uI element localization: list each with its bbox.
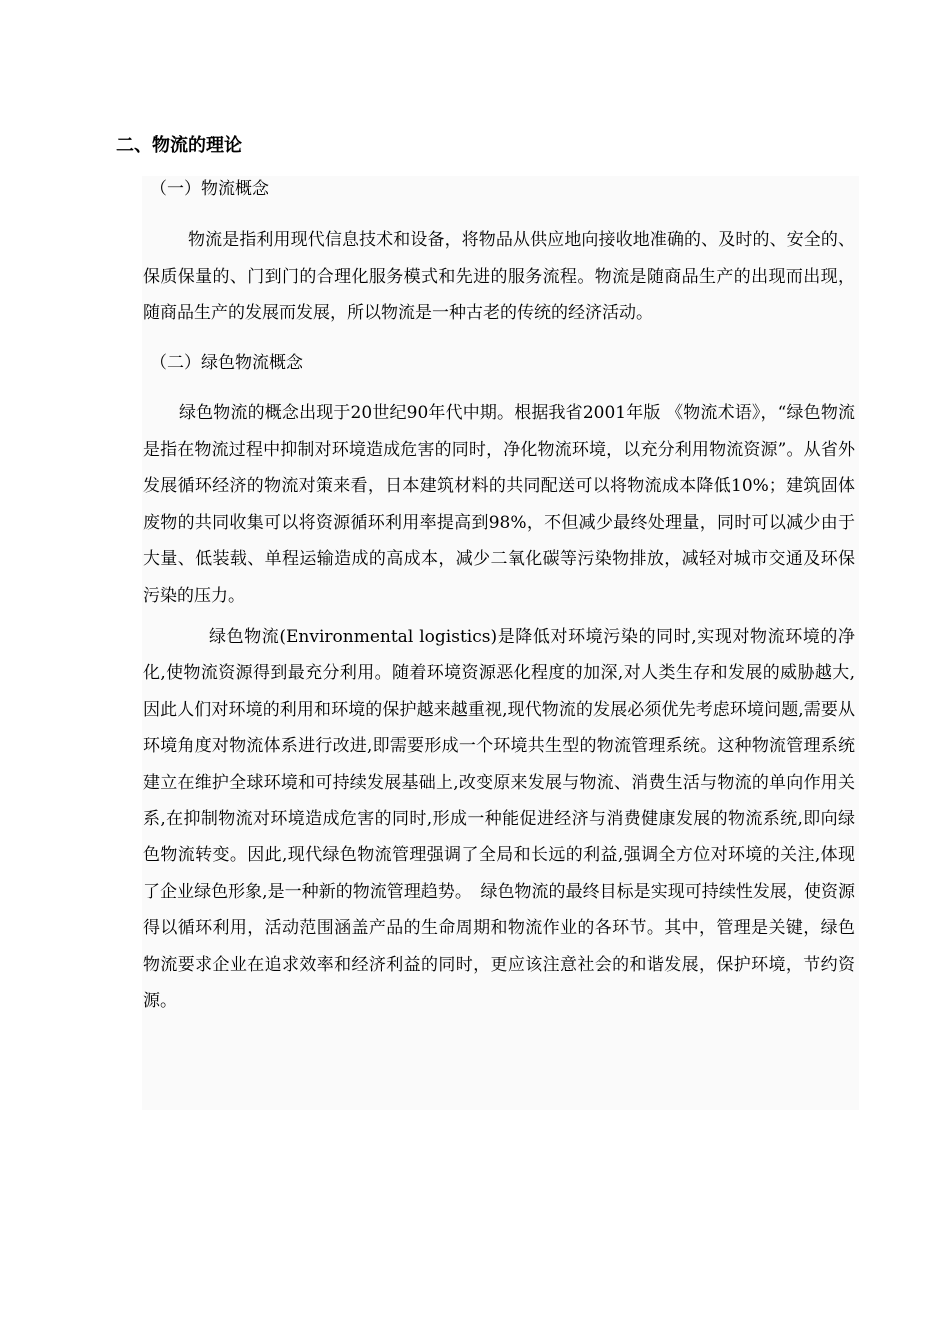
subsection-title-green-logistics-concept: （二）绿色物流概念 — [150, 353, 303, 373]
paragraph-green-logistics-origin: 绿色物流的概念出现于20世纪90年代中期。根据我省2001年版 《物流术语》，“绿色物流是指在物流过程中抑制对环境造成危害的同时，净化物流环境，以充分利用物流资源”。从省外发展循环经济的物流对策来看，日本建筑材料的共同配送可以将物流成本降低10%；建筑固体废物的共同收集可以将资源循环利用率提高到98%，不但减少最终处理量，同时可以减少由于大量、低装载、单程运输造成的高成本，减少二氧化碳等污染物排放，减轻对城市交通及环保污染的压力。 — [143, 403, 855, 606]
paragraph-green-logistics-definition: 绿色物流(Environmental logistics)是降低对环境污染的同时,实现对物流环境的净化,使物流资源得到最充分利用。随着环境资源恶化程度的加深,对人类生存和发展的威胁越大,因此人们对环境的利用和环境的保护越来越重视,现代物流的发展必须优先考虑环境问题,需要从环境角度对物流体系进行改进,即需要形成一个环境共生型的物流管理系统。这种物流管理系统建立在维护全球环境和可持续发展基础上,改变原来发展与物流、消费生活与物流的单向作用关系,在抑制物流对环境造成危害的同时,形成一种能促进经济与消费健康发展的物流系统,即向绿色物流转变。因此,现代绿色物流管理强调了全局和长远的利益,强调全方位对环境的关注,体现了企业绿色形象,是一种新的物流管理趋势。 绿色物流的最终目标是实现可持续性发展，使资源得以循环利用，活动范围涵盖产品的生命周期和物流作业的各环节。其中，管理是关键，绿色物流要求企业在追求效率和经济利益的同时，更应该注意社会的和谐发展，保护环境，节约资源。 — [143, 627, 855, 1012]
paragraph-logistics-definition: 物流是指利用现代信息技术和设备，将物品从供应地向接收地准确的、及时的、安全的、保质保量的、门到门的合理化服务模式和先进的服务流程。物流是随商品生产的出现而出现，随商品生产的发展而发展，所以物流是一种古老的传统的经济活动。 — [143, 230, 855, 323]
subsection-title-logistics-concept: （一）物流概念 — [150, 179, 269, 199]
section-heading: 二、物流的理论 — [116, 135, 242, 156]
